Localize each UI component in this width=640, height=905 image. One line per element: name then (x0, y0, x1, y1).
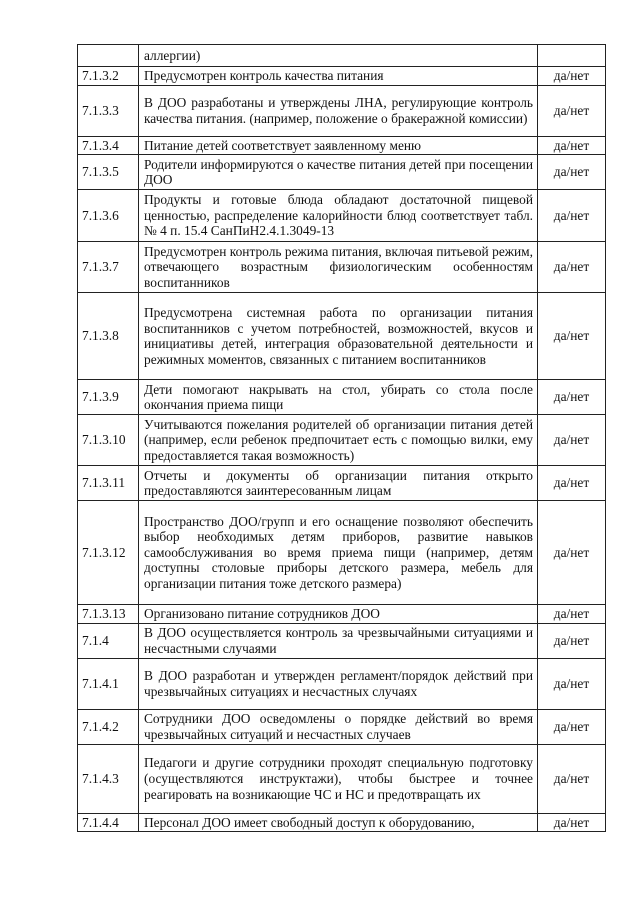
table-row (78, 501, 606, 605)
table-row (78, 813, 606, 832)
item-text: В ДОО осуществляется контроль за чрезвычайными ситуациями и несчастными случаями (139, 623, 538, 658)
item-answer: да/нет (538, 744, 606, 813)
item-number: 7.1.4.2 (78, 709, 139, 744)
table-row (78, 744, 606, 813)
item-text: В ДОО разработаны и утверждены ЛНА, регулирующие контроль качества питания. (например, положение о бракеражной комиссии) (139, 85, 538, 136)
item-answer: да/нет (538, 501, 606, 605)
table-row (78, 242, 606, 293)
item-answer: да/нет (538, 190, 606, 242)
item-answer: да/нет (538, 623, 606, 658)
table-row (78, 623, 606, 658)
item-answer: да/нет (538, 242, 606, 293)
item-answer: да/нет (538, 85, 606, 136)
table-row (78, 605, 606, 624)
item-answer: да/нет (538, 466, 606, 501)
item-number: 7.1.3.13 (78, 605, 139, 624)
item-text: аллергии) (139, 45, 538, 67)
item-text: Организовано питание сотрудников ДОО (139, 605, 538, 624)
item-text: Предусмотрен контроль качества питания (139, 67, 538, 86)
table-row (78, 709, 606, 744)
item-number: 7.1.3.9 (78, 380, 139, 415)
table-row (78, 415, 606, 466)
table-row (78, 85, 606, 136)
item-text: Отчеты и документы об организации питания открыто предоставляются заинтересованным лицам (139, 466, 538, 501)
table-row (78, 658, 606, 709)
item-text: Продукты и готовые блюда обладают достаточной пищевой ценностью, распределение калорийности блюд соответствует табл. № 4 п. 15.4 СанПиН2.4.1.3049-13 (139, 190, 538, 242)
item-answer: да/нет (538, 605, 606, 624)
item-number: 7.1.4.3 (78, 744, 139, 813)
table-row (78, 136, 606, 155)
item-text: Предусмотрен контроль режима питания, включая питьевой режим, отвечающего возрастным физиологическим особенностям воспитанников (139, 242, 538, 293)
table-row (78, 155, 606, 190)
item-number: 7.1.3.5 (78, 155, 139, 190)
item-number: 7.1.3.8 (78, 293, 139, 380)
item-answer: да/нет (538, 155, 606, 190)
item-answer: да/нет (538, 293, 606, 380)
item-number: 7.1.3.2 (78, 67, 139, 86)
item-number: 7.1.4 (78, 623, 139, 658)
item-answer: да/нет (538, 67, 606, 86)
item-number: 7.1.3.11 (78, 466, 139, 501)
table-row (78, 67, 606, 86)
table-row (78, 190, 606, 242)
item-number: 7.1.3.4 (78, 136, 139, 155)
table-row (78, 45, 606, 67)
item-number: 7.1.4.1 (78, 658, 139, 709)
item-text: В ДОО разработан и утвержден регламент/порядок действий при чрезвычайных ситуациях и несчастных случаях (139, 658, 538, 709)
item-number: 7.1.3.3 (78, 85, 139, 136)
item-answer: да/нет (538, 380, 606, 415)
item-text: Дети помогают накрывать на стол, убирать со стола после окончания приема пищи (139, 380, 538, 415)
table-row (78, 466, 606, 501)
item-number: 7.1.3.7 (78, 242, 139, 293)
item-text: Персонал ДОО имеет свободный доступ к оборудованию, (139, 813, 538, 832)
item-number: 7.1.4.4 (78, 813, 139, 832)
item-answer: да/нет (538, 813, 606, 832)
item-number: 7.1.3.10 (78, 415, 139, 466)
table-row (78, 380, 606, 415)
item-text: Пространство ДОО/групп и его оснащение позволяют обеспечить выбор необходимых детям приборов, развитие навыков самообслуживания во время приема пищи (например, детям доступны столовые приборы детского размера, мебель для организации питания тоже детского размера) (139, 501, 538, 605)
item-number: 7.1.3.6 (78, 190, 139, 242)
item-text: Предусмотрена системная работа по организации питания воспитанников с учетом потребностей, возможностей, вкусов и инициативы детей, интеграция образовательной деятельности и режимных моментов, связанных с питанием воспитанников (139, 293, 538, 380)
item-text: Родители информируются о качестве питания детей при посещении ДОО (139, 155, 538, 190)
item-number: 7.1.3.12 (78, 501, 139, 605)
item-text: Питание детей соответствует заявленному меню (139, 136, 538, 155)
item-answer: да/нет (538, 709, 606, 744)
item-answer (538, 45, 606, 67)
item-text: Педагоги и другие сотрудники проходят специальную подготовку (осуществляются инструктажи), чтобы быстрее и точнее реагировать на возникающие ЧС и НС и предотвращать их (139, 744, 538, 813)
item-answer: да/нет (538, 415, 606, 466)
item-answer: да/нет (538, 658, 606, 709)
item-text: Сотрудники ДОО осведомлены о порядке действий во время чрезвычайных ситуаций и несчастных случаев (139, 709, 538, 744)
table-row (78, 293, 606, 380)
item-answer: да/нет (538, 136, 606, 155)
item-number (78, 45, 139, 67)
item-text: Учитываются пожелания родителей об организации питания детей (например, если ребенок предпочитает есть с помощью вилки, ему предоставляется такая возможность) (139, 415, 538, 466)
criteria-table (77, 44, 606, 832)
